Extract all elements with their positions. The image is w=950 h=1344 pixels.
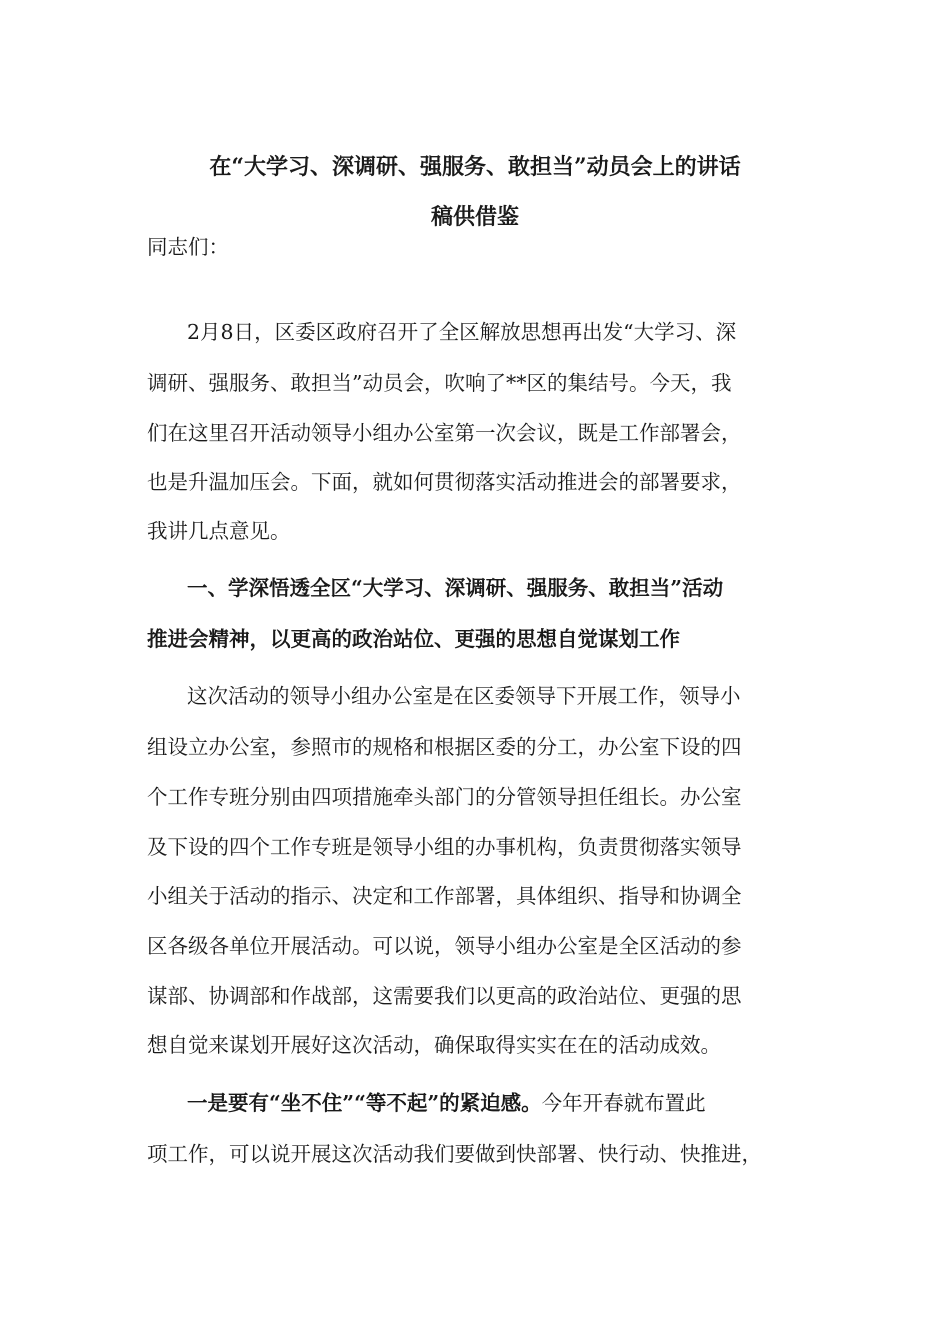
- paragraph-2-line-5: 小组关于活动的指示、决定和工作部署，具体组织、指导和协调全: [147, 884, 742, 908]
- paragraph-1-line-1: 2月8日，区委区政府召开了全区解放思想再出发“大学习、深: [187, 320, 737, 344]
- paragraph-2-line-1: 这次活动的领导小组办公室是在区委领导下开展工作，领导小: [187, 684, 741, 708]
- salutation: 同志们：: [147, 235, 229, 259]
- document-title-line-1: 在“大学习、深调研、强服务、敢担当”动员会上的讲话: [209, 154, 741, 180]
- paragraph-2-line-8: 想自觉来谋划开展好这次活动，确保取得实实在在的活动成效。: [147, 1033, 721, 1057]
- section-heading-1-line-2: 推进会精神，以更高的政治站位、更强的思想自觉谋划工作: [147, 627, 680, 651]
- paragraph-2-line-7: 谋部、协调部和作战部，这需要我们以更高的政治站位、更强的思: [147, 984, 742, 1008]
- paragraph-2-line-3: 个工作专班分别由四项措施牵头部门的分管领导担任组长。办公室: [147, 785, 742, 809]
- paragraph-1-line-4: 也是升温加压会。下面，就如何贯彻落实活动推进会的部署要求，: [147, 470, 742, 494]
- paragraph-1-line-5: 我讲几点意见。: [147, 519, 291, 543]
- paragraph-3-line-2: 项工作，可以说开展这次活动我们要做到快部署、快行动、快推进，: [147, 1142, 762, 1166]
- paragraph-1-line-2: 调研、强服务、敢担当”动员会，吹响了**区的集结号。今天，我: [147, 371, 732, 395]
- paragraph-2-line-4: 及下设的四个工作专班是领导小组的办事机构，负责贯彻落实领导: [147, 835, 742, 859]
- paragraph-2-line-2: 组设立办公室，参照市的规格和根据区委的分工，办公室下设的四: [147, 735, 742, 759]
- paragraph-2-line-6: 区各级各单位开展活动。可以说，领导小组办公室是全区活动的参: [147, 934, 742, 958]
- paragraph-3-text: 今年开春就布置此: [541, 1091, 706, 1115]
- paragraph-3-line-1: [187, 1088, 706, 1118]
- document-title-line-2: 稿供借鉴: [430, 204, 519, 230]
- paragraph-3-lead-in: 一是要有“坐不住”“等不起”的紧迫感。: [187, 1091, 542, 1115]
- section-heading-1-line-1: 一、学深悟透全区“大学习、深调研、强服务、敢担当”活动: [187, 576, 724, 600]
- paragraph-1-line-3: 们在这里召开活动领导小组办公室第一次会议，既是工作部署会，: [147, 421, 742, 445]
